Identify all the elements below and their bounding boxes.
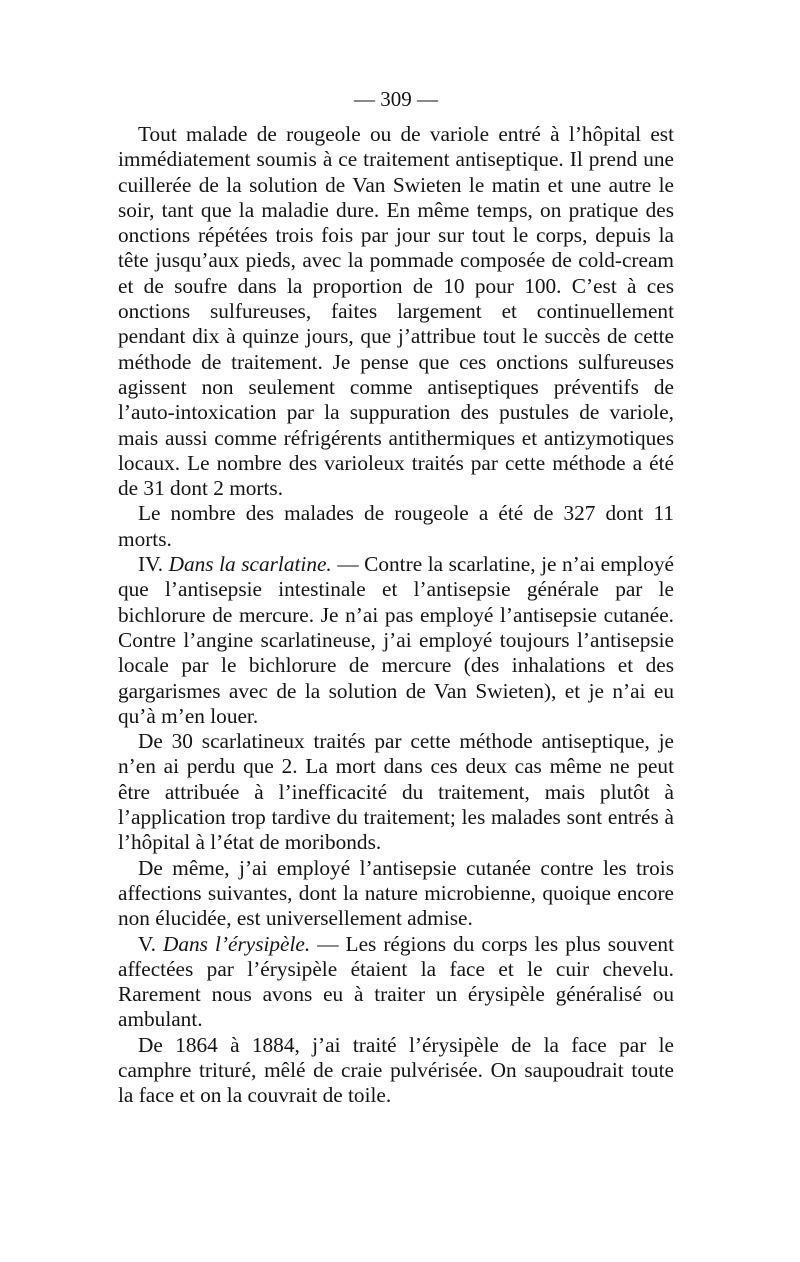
section-scarlatine xyxy=(118,552,674,729)
paragraph-treatment xyxy=(118,122,674,501)
paragraph-rougeole-count xyxy=(118,501,674,552)
paragraph-text: De même, j’ai employé l’antisepsie cutanée contre les trois affections suivantes, dont la nature microbienne, quoique encore non élucidée, est universellement admise. xyxy=(118,855,674,931)
paragraph-text: De 1864 à 1884, j’ai traité l’érysipèle de la face par le camphre trituré, mêlé de craie pulvérisée. On saupoudrait toute la face et on la couvrait de toile. xyxy=(118,1032,674,1108)
section-title: Dans la scarlatine. xyxy=(168,552,332,577)
paragraph-text: — Les régions du corps les plus souvent affectées par l’érysipèle étaient la face et le cuir chevelu. Rarement nous avons eu à traiter un érysipèle généralisé ou ambulant. xyxy=(118,931,674,1032)
paragraph-text: De 30 scarlatineux traités par cette méthode antiseptique, je n’en ai perdu que 2. La mort dans ces deux cas même ne peut être attribuée à l’inefficacité du traitement, mais plutôt à l’application trop tardive du traitement; les malades sont entrés à l’hôpital à l’état de moribonds. xyxy=(118,729,674,855)
document-page xyxy=(118,86,674,1109)
paragraph-text: Le nombre des malades de rougeole a été de 327 dont 11 morts. xyxy=(118,501,674,551)
paragraph-text: — Contre la scarlatine, je n’ai employé que l’antisepsie intestinale et l’antisepsie générale par le bichlorure de mercure. Je n’ai pas employé l’antisepsie cutanée. Contre l’angine scarlatineuse, j’ai employé toujours l’antisepsie locale par le bichlorure de mercure (des inhalations et des gargarismes avec de la solution de Van Swieten), et je n’ai eu qu’à m’en louer. xyxy=(118,552,674,728)
section-number: V. xyxy=(138,931,156,956)
paragraph-text: Tout malade de rougeole ou de variole entré à l’hôpital est immédiatement soumis à ce traitement antiseptique. Il prend une cuillerée de la solution de Van Swieten le matin et une autre le soir, tant que la maladie dure. En même temps, on pratique des onctions répétées trois fois par jour sur tout le corps, depuis la tête jusqu’aux pieds, avec la pommade composée de cold-cream et de soufre dans la proportion de 10 pour 100. C’est à ces onctions sulfureuses, faites largement et continuellement pendant dix à quinze jours, que j’attribue tout le succès de cette méthode de traitement. Je pense que ces onctions sulfureuses agissent non seulement comme antiseptiques préventifs de l’auto-intoxication par la suppuration des pustules de variole, mais aussi comme réfrigérents antithermiques et antizymotiques locaux. Le nombre des varioleux traités par cette méthode a été de 31 dont 2 morts. xyxy=(118,122,674,501)
page-number: — 309 — xyxy=(354,87,438,111)
paragraph-erysipele-treatment xyxy=(118,1033,674,1109)
section-number: IV. xyxy=(138,552,164,577)
paragraph-antisepsie-cutanee xyxy=(118,856,674,932)
paragraph-scarlatine-results xyxy=(118,729,674,855)
section-erysipele xyxy=(118,932,674,1033)
section-title: Dans l’érysipèle. xyxy=(163,931,311,956)
